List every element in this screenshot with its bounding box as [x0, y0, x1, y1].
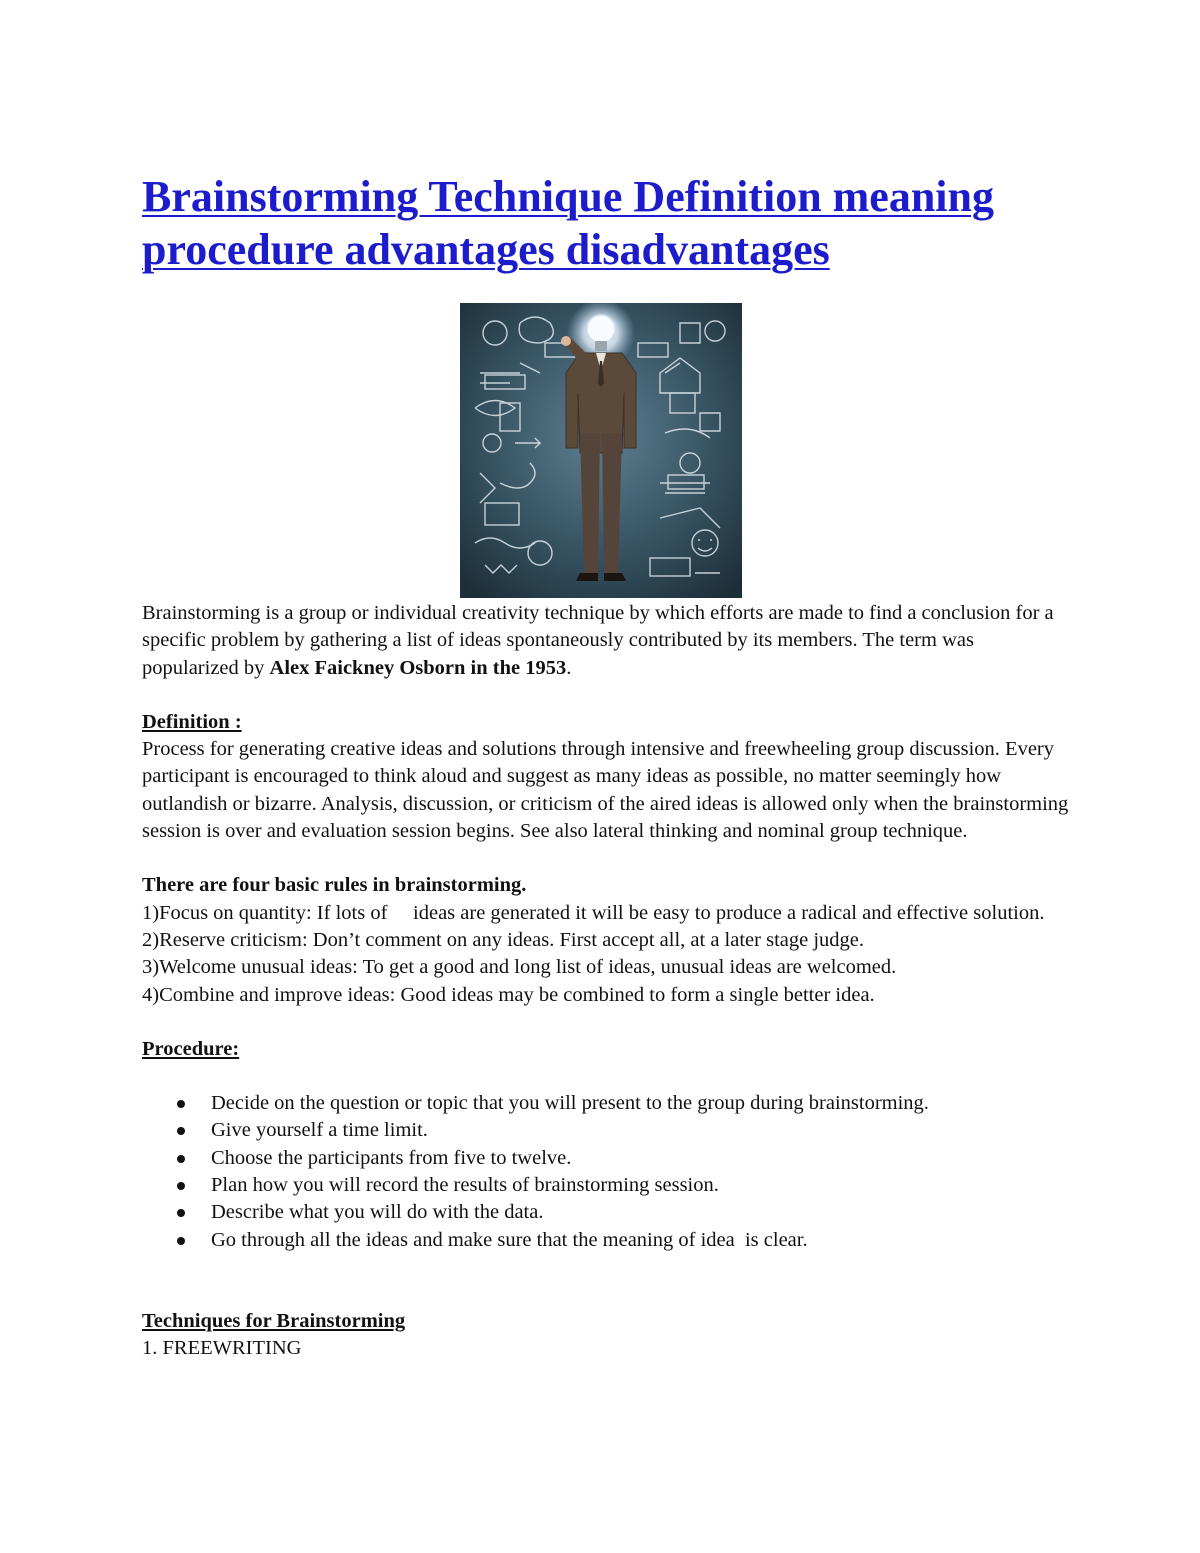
technique-item: 1. FREEWRITING: [142, 1337, 302, 1360]
rule-item: 1)Focus on quantity: If lots of ideas are generated it will be easy to produce a radical and effective solution.: [142, 901, 1045, 924]
intro-text: Brainstorming is a group or individual creativity technique by which efforts are made to find a conclusion for a specific problem by gathering a list of ideas spontaneously contributed by its members. The term was popularized by: [142, 602, 1054, 679]
list-item: Plan how you will record the results of brainstorming session.: [142, 1172, 1072, 1199]
intro-bold-name: Alex Faickney Osborn in the 1953: [269, 656, 567, 679]
document-title-link[interactable]: Brainstorming Technique Definition meaning procedure advantages disadvantages: [142, 172, 995, 274]
list-item: Go through all the ideas and make sure that the meaning of idea is clear.: [142, 1227, 1072, 1254]
list-item: Describe what you will do with the data.: [142, 1199, 1072, 1226]
rule-item: 3)Welcome unusual ideas: To get a good and long list of ideas, unusual ideas are welcomed.: [142, 956, 897, 979]
definition-text: Process for generating creative ideas and solutions through intensive and freewheeling group discussion. Every participant is encouraged to think aloud and suggest as many ideas as possible, no matter seemingly how outlandish or bizarre. Analysis, discussion, or criticism of the aired ideas is allowed only when the brainstorming session is over and evaluation session begins. See also lateral thinking and nominal group technique.: [142, 738, 1069, 843]
definition-heading: Definition :: [142, 710, 242, 733]
list-item: Decide on the question or topic that you will present to the group during brainstorming.: [142, 1090, 1072, 1117]
brainstorm-illustration: [460, 303, 742, 598]
rule-item: 4)Combine and improve ideas: Good ideas may be combined to form a single better idea.: [142, 983, 875, 1006]
procedure-heading: Procedure:: [142, 1037, 240, 1060]
procedure-list: [142, 1090, 1072, 1254]
rules-heading: There are four basic rules in brainstorming.: [142, 874, 527, 897]
list-item: Choose the participants from five to twelve.: [142, 1145, 1072, 1172]
techniques-heading: Techniques for Brainstorming: [142, 1309, 406, 1332]
list-item: Give yourself a time limit.: [142, 1117, 1072, 1144]
intro-paragraph: [142, 600, 1072, 682]
rule-item: 2)Reserve criticism: Don’t comment on any ideas. First accept all, at a later stage judge.: [142, 928, 865, 951]
document-body: [142, 600, 1072, 1363]
intro-end: .: [566, 656, 572, 679]
